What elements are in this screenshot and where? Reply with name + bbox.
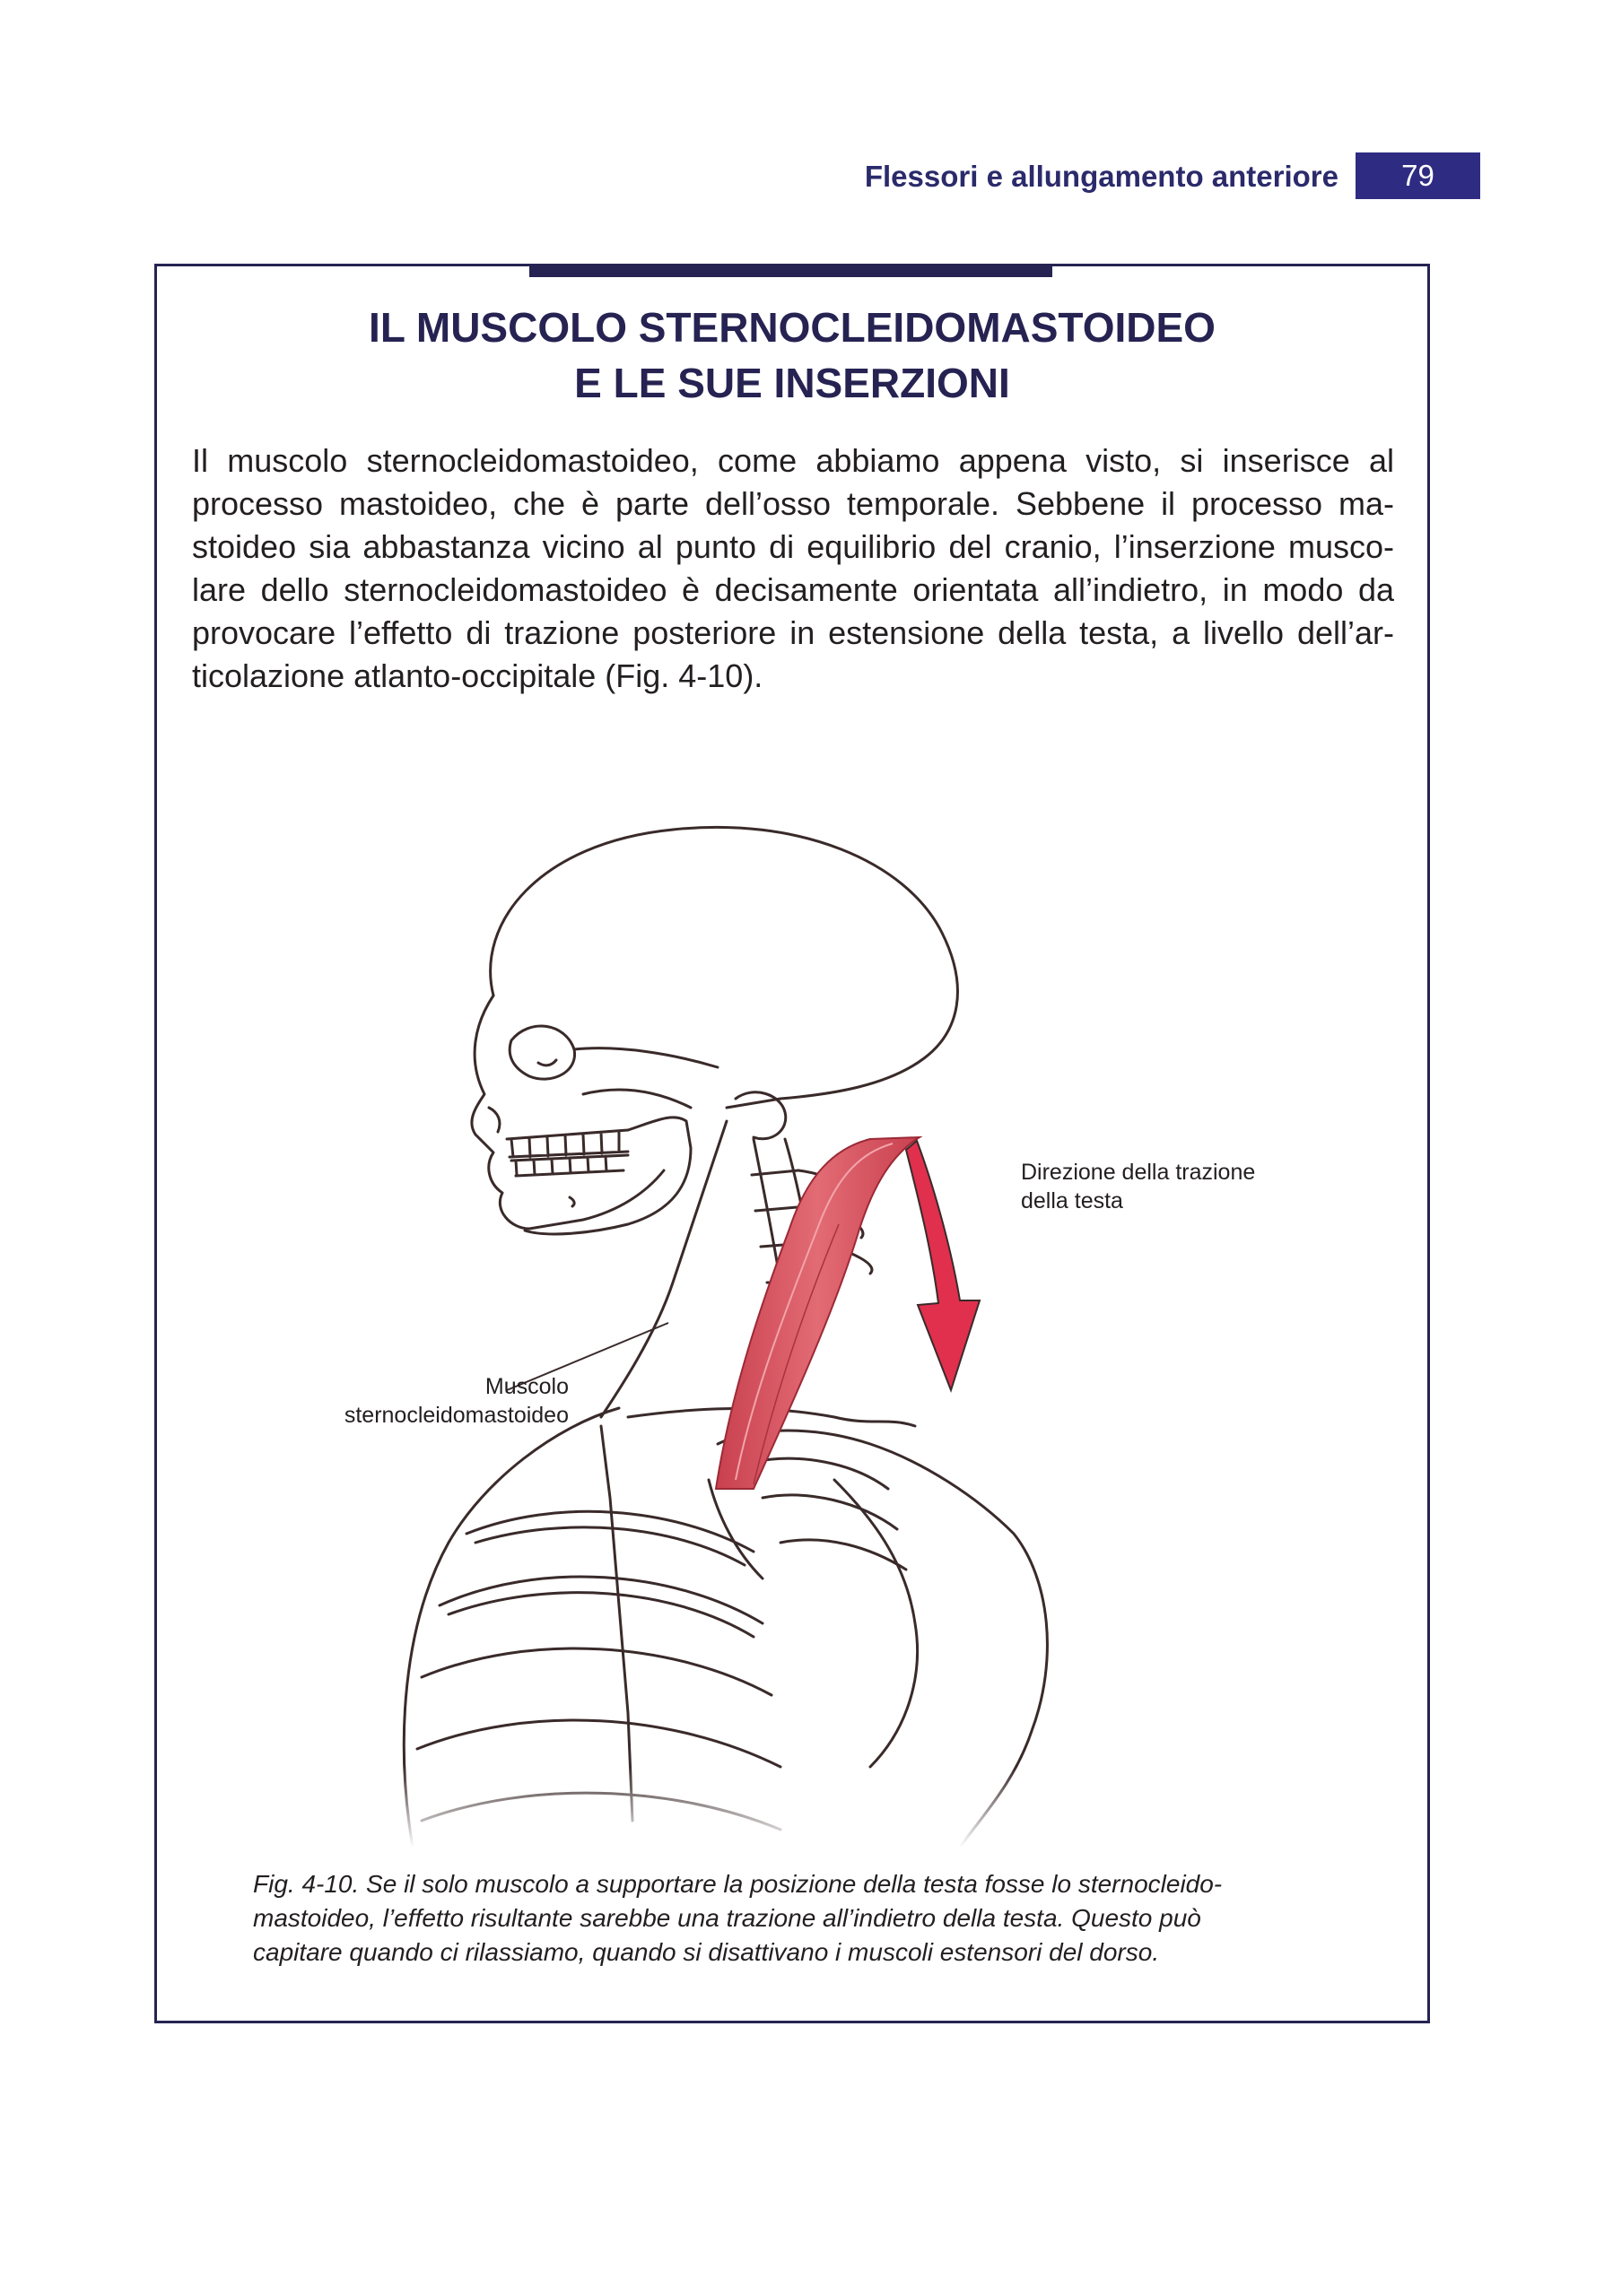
scm-muscle (716, 1137, 920, 1489)
running-title: Flessori e allungamento anteriore (864, 160, 1338, 193)
caption-line: mastoideo, l’effetto risultante sarebbe una trazione all’indietro della testa. Questo può (253, 1904, 1201, 1932)
direction-label-line: della testa (1021, 1188, 1123, 1213)
figure-4-10 (332, 798, 1319, 1848)
body-line: ticolazione atlanto-occipitale (Fig. 4-10). (192, 657, 763, 694)
traction-arrow (906, 1141, 980, 1390)
body-line: lare dello sternocleidomastoideo è decisamente orientata all’indietro, in modo da (192, 571, 1394, 608)
muscle-label-line: Muscolo (484, 1374, 569, 1399)
sternum (601, 1426, 632, 1821)
page-number: 79 (1356, 152, 1480, 199)
direction-label-line: Direzione della trazione (1021, 1160, 1256, 1185)
body-line: provocare l’effetto di trazione posteriore in estensione della testa, a livello dell’ar- (192, 614, 1394, 651)
body-line: stoideo sia abbastanza vicino al punto di equilibrio del cranio, l’inserzione musco- (192, 528, 1394, 565)
upper-teeth (507, 1130, 628, 1157)
muscle-label (334, 1372, 569, 1430)
eye-orbit (510, 1026, 574, 1079)
rib (466, 1511, 754, 1552)
caption-line: Fig. 4-10. Se il solo muscolo a supportare la posizione della testa fosse lo sternocleido- (253, 1870, 1223, 1898)
body-line: processo mastoideo, che è parte dell’osso temporale. Sebbene il processo ma- (192, 485, 1394, 522)
body-line: Il muscolo sternocleidomastoideo, come abbiamo appena visto, si inserisce al (192, 442, 1394, 479)
box-title (154, 300, 1430, 411)
direction-label (1021, 1158, 1255, 1215)
box-title-line: IL MUSCOLO STERNOCLEIDOMASTOIDEO (369, 304, 1216, 351)
muscle-label-line: sternocleidomastoideo (344, 1403, 569, 1428)
cranium-outline (491, 827, 958, 1108)
box-title-line: E LE SUE INSERZIONI (574, 360, 1010, 406)
running-head (807, 152, 1480, 199)
rib (417, 1720, 780, 1767)
rib (422, 1648, 772, 1695)
face-outline (472, 996, 664, 1229)
body-paragraph (192, 439, 1394, 698)
caption-line: capitare quando ci rilassiamo, quando si disattivano i muscoli estensori del dorso. (253, 1938, 1160, 1966)
lower-teeth (511, 1155, 628, 1176)
info-box-tab (529, 264, 1052, 277)
figure-caption (253, 1867, 1330, 1970)
skeleton-illustration (332, 798, 1319, 1848)
